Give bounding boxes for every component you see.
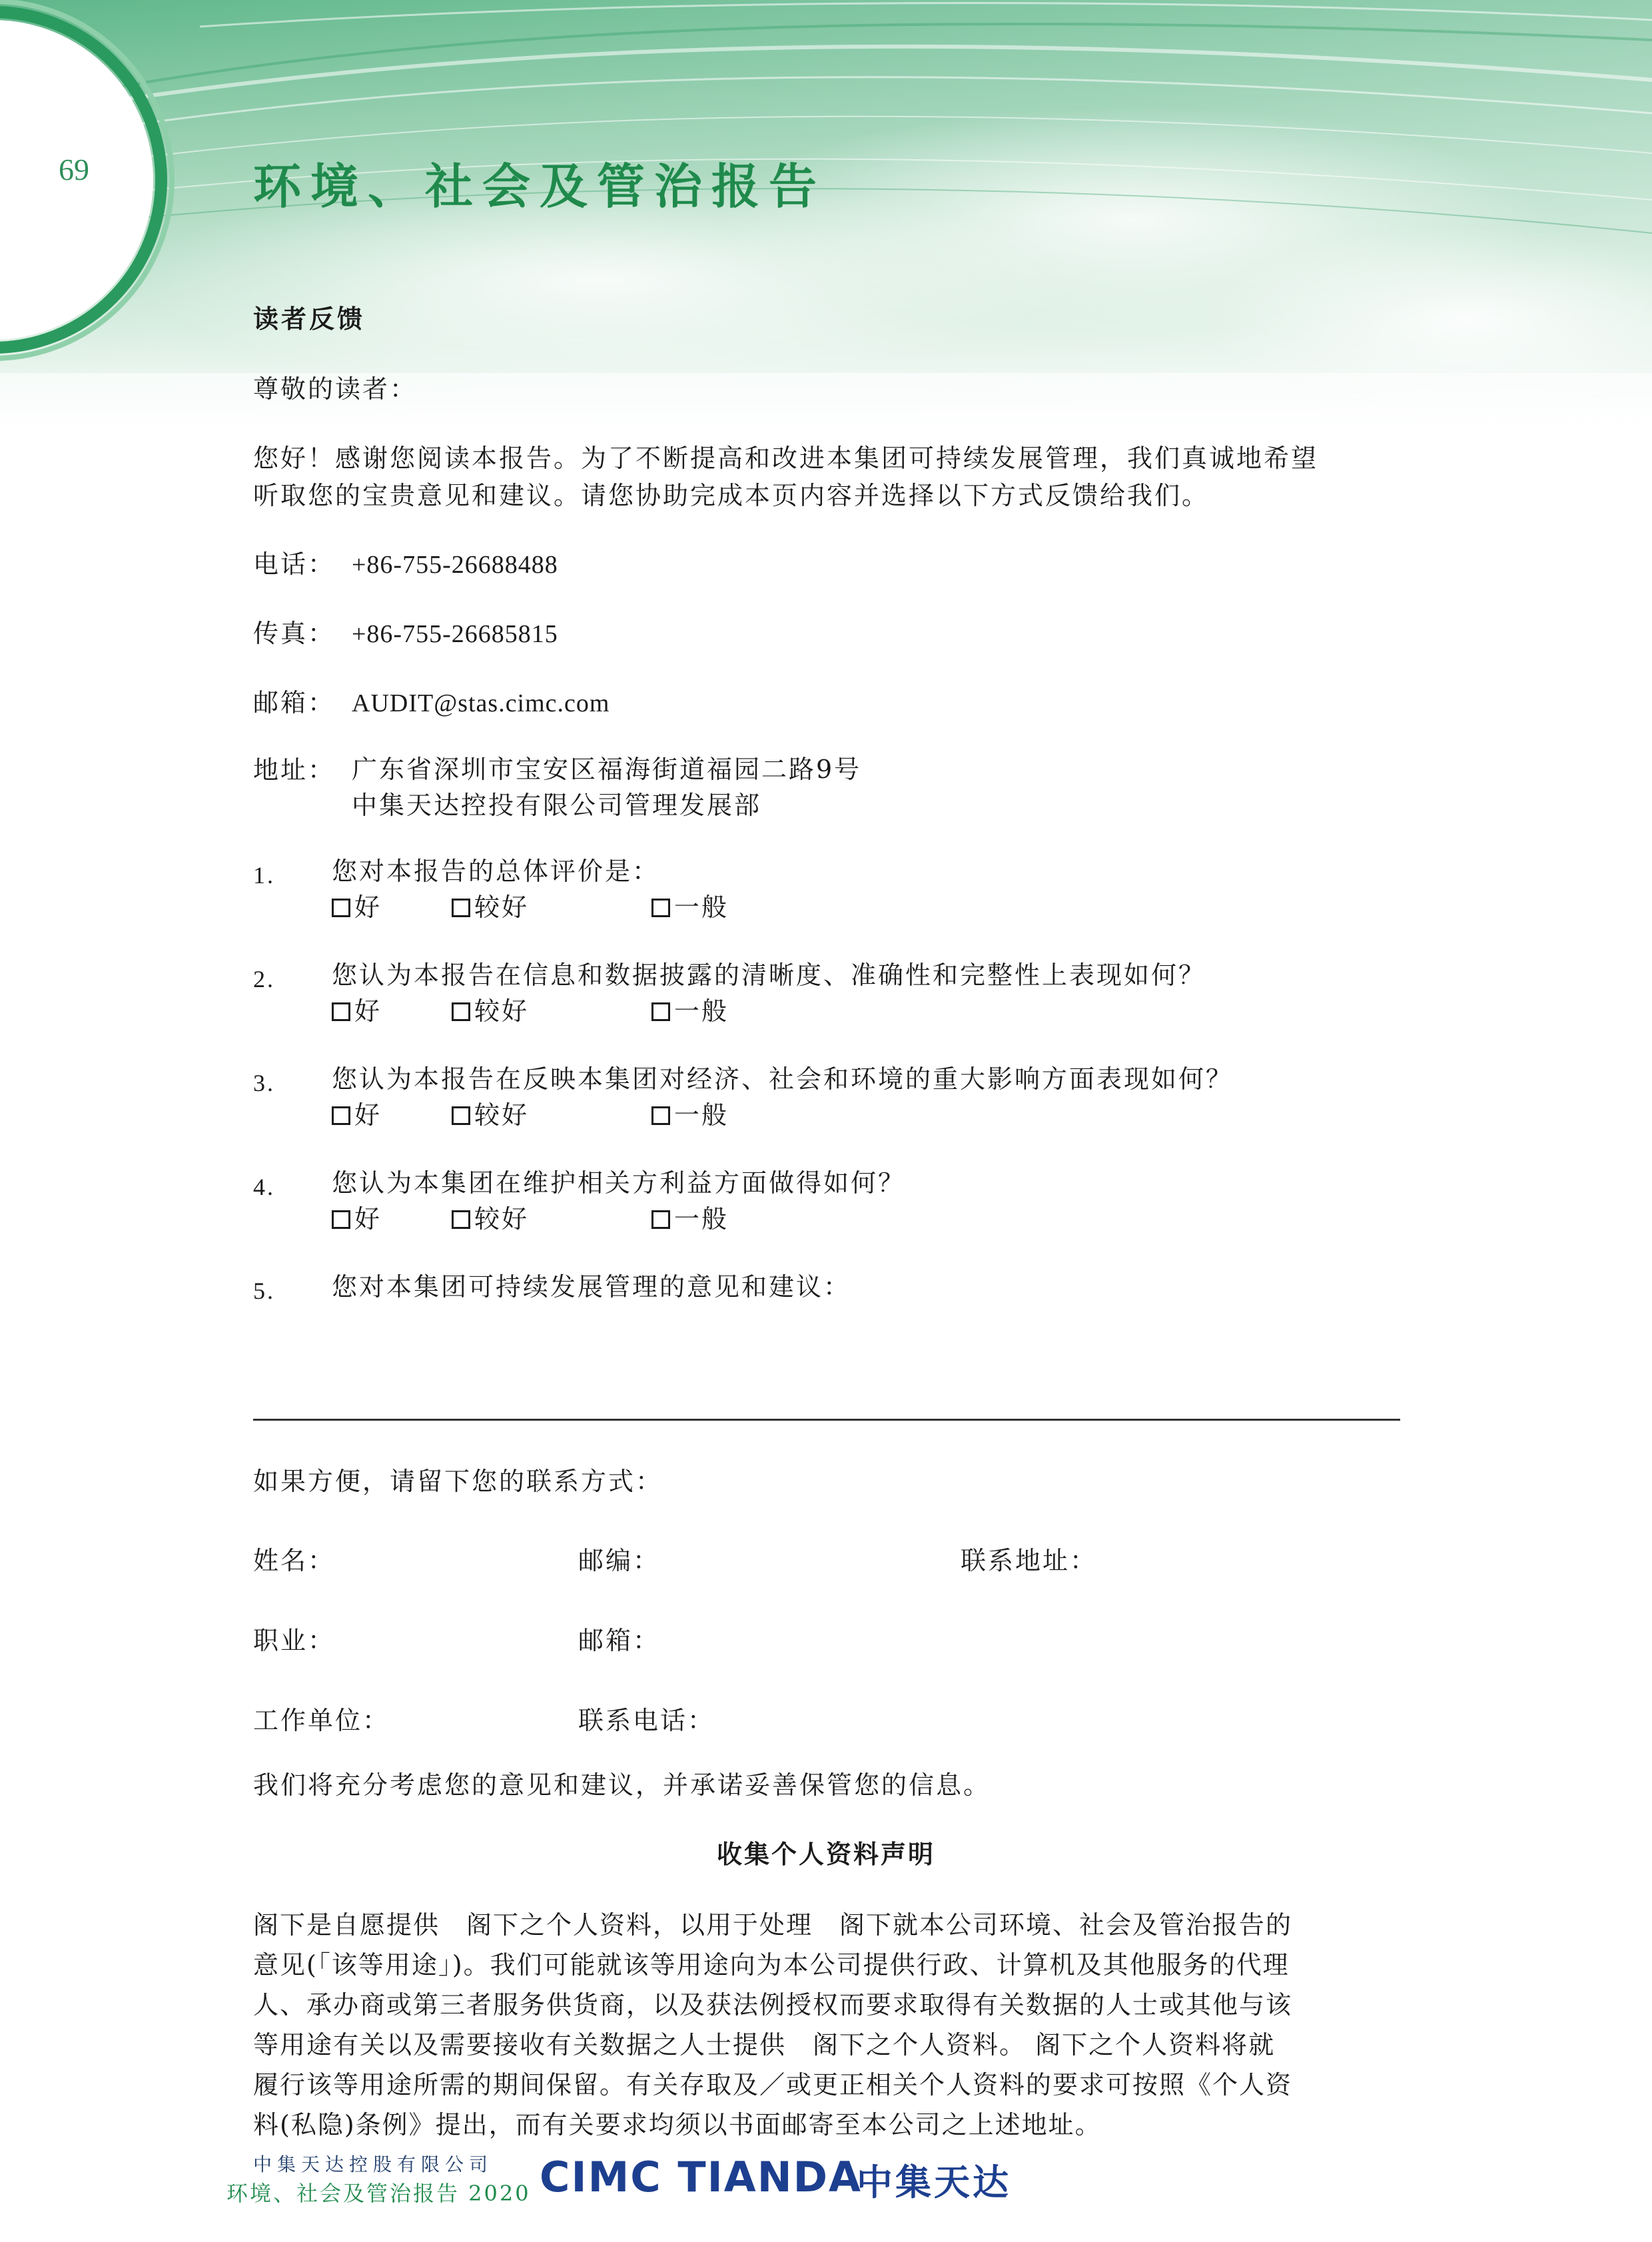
address-line: 广东省深圳市宝安区福海街道福园二路9号 (352, 755, 862, 784)
closing-note: 我们将充分考虑您的意见和建议，并承诺妥善保管您的信息。 (253, 1770, 991, 1800)
section-title: 读者反馈 (253, 304, 366, 334)
fax-label: 传真： (253, 619, 336, 648)
postcode-field-label[interactable]: 邮编： (578, 1546, 661, 1575)
address-line: 中集天达控投有限公司管理发展部 (352, 791, 762, 820)
checkbox-icon[interactable] (332, 899, 350, 917)
question-text: 您认为本集团在维护相关方利益方面做得如何？ (332, 1168, 906, 1198)
question-text: 您认为本报告在反映本集团对经济、社会和环境的重大影响方面表现如何？ (332, 1064, 1234, 1094)
statement-heading: 收集个人资料声明 (716, 1839, 935, 1869)
question-text: 您认为本报告在信息和数据披露的清晰度、准确性和完整性上表现如何？ (332, 960, 1206, 990)
question-number: 2. (253, 966, 275, 992)
checkbox-icon[interactable] (651, 1106, 670, 1125)
fax-value: +86-755-26685815 (352, 620, 558, 648)
option-fairly-good[interactable]: 较好 (452, 1096, 529, 1134)
intro-paragraph (253, 440, 1399, 514)
phone-label: 电话： (253, 550, 336, 579)
intro-line: 听取您的宝贵意见和建议。请您协助完成本页内容并选择以下方式反馈给我们。 (253, 481, 1210, 510)
checkbox-icon[interactable] (452, 899, 470, 917)
fax-row (253, 613, 1399, 649)
footer-report-title: 环境、社会及管治报告 2020 (226, 2181, 531, 2206)
question-4 (253, 1164, 1399, 1238)
checkbox-icon[interactable] (332, 1002, 350, 1021)
checkbox-icon[interactable] (452, 1210, 470, 1229)
option-good[interactable]: 好 (332, 1096, 382, 1134)
option-good[interactable]: 好 (332, 889, 382, 926)
question-number: 5. (253, 1278, 275, 1304)
checkbox-icon[interactable] (651, 1002, 670, 1021)
checkbox-icon[interactable] (651, 899, 670, 917)
question-number: 4. (253, 1174, 275, 1200)
question-2 (253, 956, 1399, 1030)
address-block (352, 751, 861, 823)
company-logo-cn: 中集天达 (857, 2161, 1011, 2203)
answer-line[interactable] (253, 1419, 1400, 1421)
phone-field-label[interactable]: 联系电话： (578, 1706, 715, 1735)
checkbox-icon[interactable] (332, 1210, 350, 1229)
question-text: 您对本集团可持续发展管理的意见和建议： (332, 1272, 851, 1302)
address-label: 地址： (253, 755, 336, 785)
email-label: 邮箱： (253, 688, 336, 717)
report-title: 环境、社会及管治报告 (253, 159, 827, 214)
option-average[interactable]: 一般 (651, 889, 729, 926)
page-number: 69 (59, 153, 89, 187)
question-number: 1. (253, 862, 275, 889)
contact-prompt: 如果方便，请留下您的联系方式： (253, 1467, 663, 1496)
option-average[interactable]: 一般 (651, 1096, 729, 1134)
checkbox-icon[interactable] (651, 1210, 670, 1229)
employer-field-label[interactable]: 工作单位： (253, 1706, 390, 1735)
question-5 (253, 1268, 1399, 1308)
statement-line: 等用途有关以及需要接收有关数据之人士提供 阁下之个人资料。 阁下之个人资料将就 (253, 2030, 1276, 2059)
checkbox-icon[interactable] (452, 1106, 470, 1125)
question-text: 您对本报告的总体评价是： (332, 857, 660, 886)
option-good[interactable]: 好 (332, 1200, 382, 1238)
email-value[interactable]: AUDIT@stas.cimc.com (352, 689, 610, 717)
phone-row (253, 544, 1399, 580)
intro-line: 您好！感谢您阅读本报告。为了不断提高和改进本集团可持续发展管理，我们真诚地希望 (253, 444, 1319, 473)
checkbox-icon[interactable] (332, 1106, 350, 1125)
question-number: 3. (253, 1070, 275, 1096)
statement-line: 阁下是自愿提供 阁下之个人资料，以用于处理 阁下就本公司环境、社会及管治报告的 (253, 1910, 1293, 1940)
option-average[interactable]: 一般 (651, 992, 729, 1030)
option-fairly-good[interactable]: 较好 (452, 992, 529, 1030)
footer-company-name: 中集天达控股有限公司 (253, 2153, 494, 2175)
phone-value[interactable]: +86-755-26688488 (352, 551, 558, 579)
statement-line: 履行该等用途所需的期间保留。有关存取及／或更正相关个人资料的要求可按照《个人资 (253, 2070, 1293, 2099)
email-row (253, 682, 1399, 719)
question-3 (253, 1060, 1399, 1134)
statement-line: 意见(「该等用途」)。我们可能就该等用途向为本公司提供行政、计算机及其他服务的代理 (253, 1950, 1290, 1980)
option-fairly-good[interactable]: 较好 (452, 889, 529, 926)
question-1 (253, 853, 1399, 926)
statement-line: 料(私隐)条例》提出，而有关要求均须以书面邮寄至本公司之上述地址。 (253, 2110, 1102, 2139)
address-field-label[interactable]: 联系地址： (961, 1546, 1098, 1575)
company-logo-en: CIMC TIANDA (540, 2153, 863, 2201)
option-good[interactable]: 好 (332, 992, 382, 1030)
salutation: 尊敬的读者： (253, 374, 418, 404)
option-fairly-good[interactable]: 较好 (452, 1200, 529, 1238)
checkbox-icon[interactable] (452, 1002, 470, 1021)
option-average[interactable]: 一般 (651, 1200, 729, 1238)
name-field-label[interactable]: 姓名： (253, 1546, 336, 1575)
statement-line: 人、承办商或第三者服务供货商，以及获法例授权而要求取得有关数据的人士或其他与该 (253, 1990, 1293, 2020)
email-field-label[interactable]: 邮箱： (578, 1626, 661, 1655)
occupation-field-label[interactable]: 职业： (253, 1626, 336, 1655)
statement-body (253, 1905, 1400, 2145)
